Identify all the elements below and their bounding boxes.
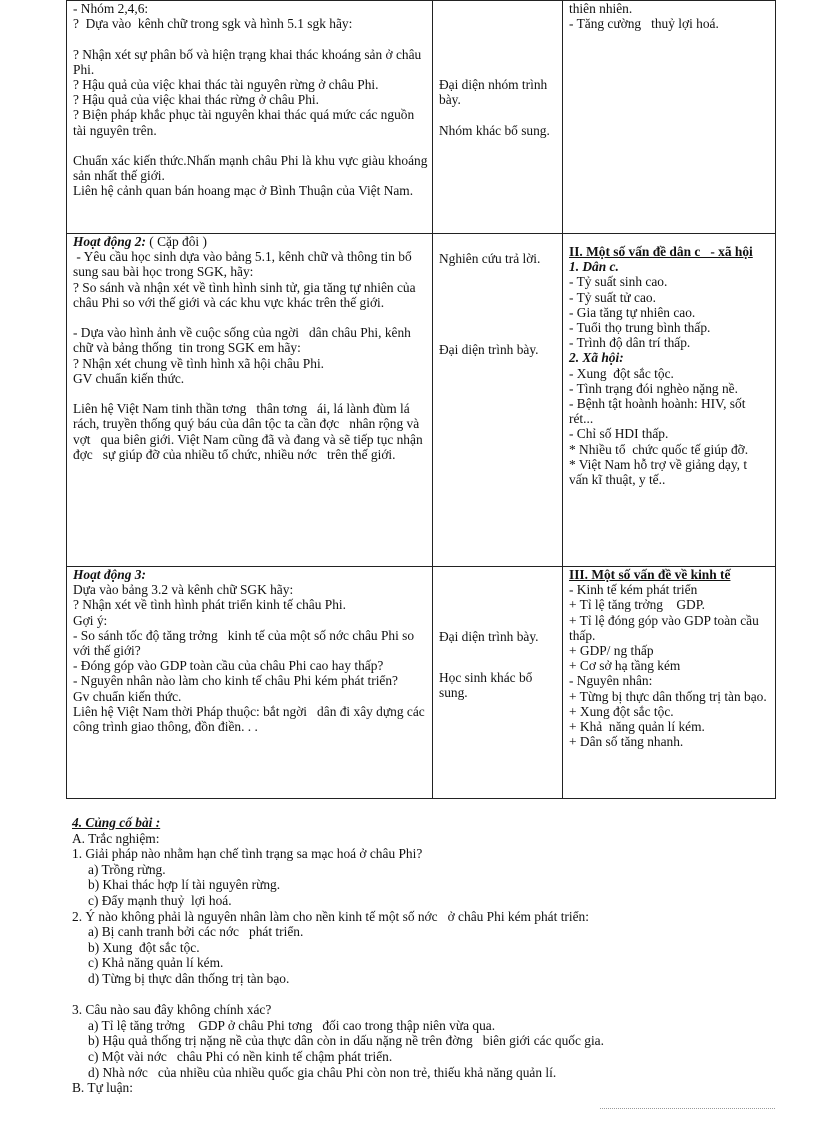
list-item: + Dân số tăng nhanh.	[569, 734, 684, 750]
text-line: ? Nhận xét chung về tình hình xã hội châu Phi.	[73, 355, 325, 371]
list-item: + Khả năng quản lí kém.	[569, 719, 705, 735]
page-footer-rule	[600, 1108, 775, 1109]
list-item: + Tỉ lệ tăng trởng GDP.	[569, 597, 706, 613]
part-b-label: B. Tự luận:	[72, 1080, 133, 1096]
answer-option: a) Bị canh tranh bởi các nớc phát triển.	[88, 924, 304, 940]
answer-option: b) Hậu quả thống trị nặng nề của thực dân còn in dấu nặng nề trên đờng biên giới các quốc gia.	[88, 1033, 604, 1049]
answer-option: b) Khai thác hợp lí tài nguyên rừng.	[88, 877, 281, 893]
text-line: Đại diện trình bày.	[439, 629, 539, 644]
activity-title: Hoạt động 2: ( Cặp đôi )	[73, 234, 207, 249]
text-line: ? Nhận xét về tình hình phát triển kinh tế châu Phi.	[73, 597, 346, 613]
list-item: + Xung đột sắc tộc.	[569, 703, 674, 719]
subheading: 1. Dân c.	[569, 259, 619, 275]
text-line: Liên hệ cảnh quan bán hoang mạc ở Bình Thuận của Việt Nam.	[73, 183, 414, 199]
student-activity-cell	[433, 234, 563, 567]
answer-option: a) Tỉ lệ tăng trởng GDP ở châu Phi tơng đối cao trong thập niên vừa qua.	[88, 1017, 496, 1033]
list-item: + Tỉ lệ đóng góp vào GDP toàn cầu thấp.	[569, 612, 763, 643]
text-line: thiên nhiên.	[569, 1, 633, 16]
text-line: Đại diện trình bày.	[439, 342, 539, 358]
list-item: - Xung đột sắc tộc.	[569, 365, 674, 381]
consolidation-section	[72, 815, 772, 1096]
answer-option: d) Nhà nớc của nhiều của nhiều quốc gia châu Phi còn non trẻ, thiếu khả năng quản lí.	[88, 1064, 557, 1080]
text-line: Dựa vào bảng 3.2 và kênh chữ SGK hãy:	[73, 582, 294, 598]
section-heading: II. Một số vấn đề dân c - xã hội	[569, 244, 753, 259]
content-cell	[563, 567, 776, 799]
list-item: - Nguyên nhân:	[569, 673, 653, 689]
text-line: ? So sánh và nhận xét về tình hình sinh tử, gia tăng tự nhiên của châu Phi so với thế giới và các khu vực khác trên thế giới.	[73, 279, 419, 310]
teacher-student-activity-cell	[67, 234, 433, 567]
list-item: + GDP/ ng thấp	[569, 643, 654, 659]
text-line: - Dựa vào hình ảnh về cuộc sống của ngời dân châu Phi, kênh chữ và bảng thống tin trong SGK em hãy:	[73, 325, 415, 356]
list-item: - Trình độ dân trí thấp.	[569, 335, 691, 351]
part-a-label: A. Trắc nghiệm:	[72, 830, 160, 846]
answer-option: b) Xung đột sắc tộc.	[88, 939, 200, 955]
text-line: Nghiên cứu trả lời.	[439, 251, 541, 266]
text-line: Gợi ý:	[73, 612, 108, 628]
text-line: Đại diện nhóm trình bày.	[439, 77, 551, 108]
answer-option: d) Từng bị thực dân thống trị tàn bạo.	[88, 970, 290, 986]
activity-title: Hoạt động 3:	[73, 567, 146, 582]
content-cell	[563, 1, 776, 234]
answer-option: c) Đẩy mạnh thuỷ lợi hoá.	[88, 892, 232, 908]
text-line: ? Nhận xét sự phân bố và hiện trạng khai thác khoáng sản ở châu Phi.	[73, 46, 425, 77]
text-line: - So sánh tốc độ tăng trởng kinh tế của một số nớc châu Phi so với thế giới?	[73, 627, 418, 659]
answer-option: c) Khả năng quản lí kém.	[88, 955, 224, 971]
text-line: GV chuẩn kiến thức.	[73, 370, 185, 386]
list-item: - Bệnh tật hoành hoành: HIV, sốt rét...	[569, 396, 749, 427]
list-item: - Tuổi thọ trung bình thấp.	[569, 320, 711, 336]
question-3: 3. Câu nào sau đây không chính xác?	[72, 1002, 272, 1018]
text-line: - Yêu cầu học sinh dựa vào bảng 5.1, kênh chữ và thông tin bổ sung sau bài học trong SGK, hãy:	[73, 249, 416, 280]
text-line: Gv chuẩn kiến thức.	[73, 688, 182, 704]
list-item: + Từng bị thực dân thống trị tàn bạo.	[569, 688, 767, 704]
list-item: - Tình trạng đói nghèo nặng nề.	[569, 380, 738, 396]
section-title: 4. Củng cố bài :	[72, 815, 161, 830]
subheading: 2. Xã hội:	[569, 350, 624, 366]
question-1: 1. Giải pháp nào nhằm hạn chế tình trạng sa mạc hoá ở châu Phi?	[72, 846, 423, 862]
text-line: - Đóng góp vào GDP toàn cầu của châu Phi cao hay thấp?	[73, 658, 384, 674]
text-line: Liên hệ Việt Nam thời Pháp thuộc: bắt ngời dân đi xây dựng các công trình giao thông, đồn điền. . .	[73, 703, 429, 735]
table-row	[67, 1, 776, 234]
teacher-student-activity-cell	[67, 1, 433, 234]
text-line: - Tăng cường thuỷ lợi hoá.	[569, 16, 719, 32]
text-line: ? Hậu quả của việc khai thác rừng ở châu Phi.	[73, 92, 319, 108]
text-line: ? Biện pháp khắc phục tài nguyên khai thác quá mức các nguồn tài nguyên trên.	[73, 107, 418, 138]
list-item: - Tỷ suất tử cao.	[569, 289, 656, 305]
lesson-table	[66, 0, 776, 799]
text-line: ? Dựa vào kênh chữ trong sgk và hình 5.1 sgk hãy:	[73, 16, 353, 32]
list-item: + Cơ sở hạ tầng kém	[569, 658, 681, 674]
text-line: Học sinh khác bổ sung.	[439, 670, 536, 701]
teacher-student-activity-cell	[67, 567, 433, 799]
question-2: 2. Ý nào không phải là nguyên nhân làm cho nền kinh tế một số nớc ở châu Phi kém phát triển:	[72, 908, 589, 924]
content-cell	[563, 234, 776, 567]
student-activity-cell	[433, 1, 563, 234]
text-line: - Nguyên nhân nào làm cho kinh tế châu Phi kém phát triển?	[73, 673, 399, 689]
text-line: - Nhóm 2,4,6:	[73, 1, 149, 16]
answer-option: c) Một vài nớc châu Phi có nền kinh tế chậm phát triển.	[88, 1048, 393, 1064]
list-item: * Nhiều tổ chức quốc tế giúp đỡ.	[569, 441, 749, 457]
text-line: Nhóm khác bổ sung.	[439, 123, 550, 139]
student-activity-cell	[433, 567, 563, 799]
list-item: * Việt Nam hỗ trợ về giảng dạy, t vấn kĩ thuật, y tế..	[569, 456, 758, 488]
list-item: - Chỉ số HDI thấp.	[569, 426, 669, 442]
list-item: - Gia tăng tự nhiên cao.	[569, 304, 696, 320]
text-line: ? Hậu quả của việc khai thác tài nguyên rừng ở châu Phi.	[73, 77, 379, 92]
answer-option: a) Trồng rừng.	[88, 861, 166, 877]
list-item: - Tỷ suất sinh cao.	[569, 274, 668, 290]
table-row	[67, 567, 776, 799]
section-heading: III. Một số vấn đề về kinh tế	[569, 567, 731, 582]
text-line: Chuẩn xác kiến thức.Nhấn mạnh châu Phi là khu vực giàu khoáng sản nhất thế giới.	[73, 153, 431, 184]
list-item: - Kinh tế kém phát triển	[569, 582, 698, 598]
text-line: Liên hệ Việt Nam tinh thần tơng thân tơng ái, lá lành đùm lá rách, truyền thống quý báu của dân tộc ta cần đợc nhân rộng và vợt qua biên giới. Việt Nam cũng đã và đang và sẽ tiếp tục nhận đợc sự giúp đỡ của nhiều tổ chức, nhiều nớc trên thế giới.	[73, 401, 427, 462]
table-row	[67, 234, 776, 567]
